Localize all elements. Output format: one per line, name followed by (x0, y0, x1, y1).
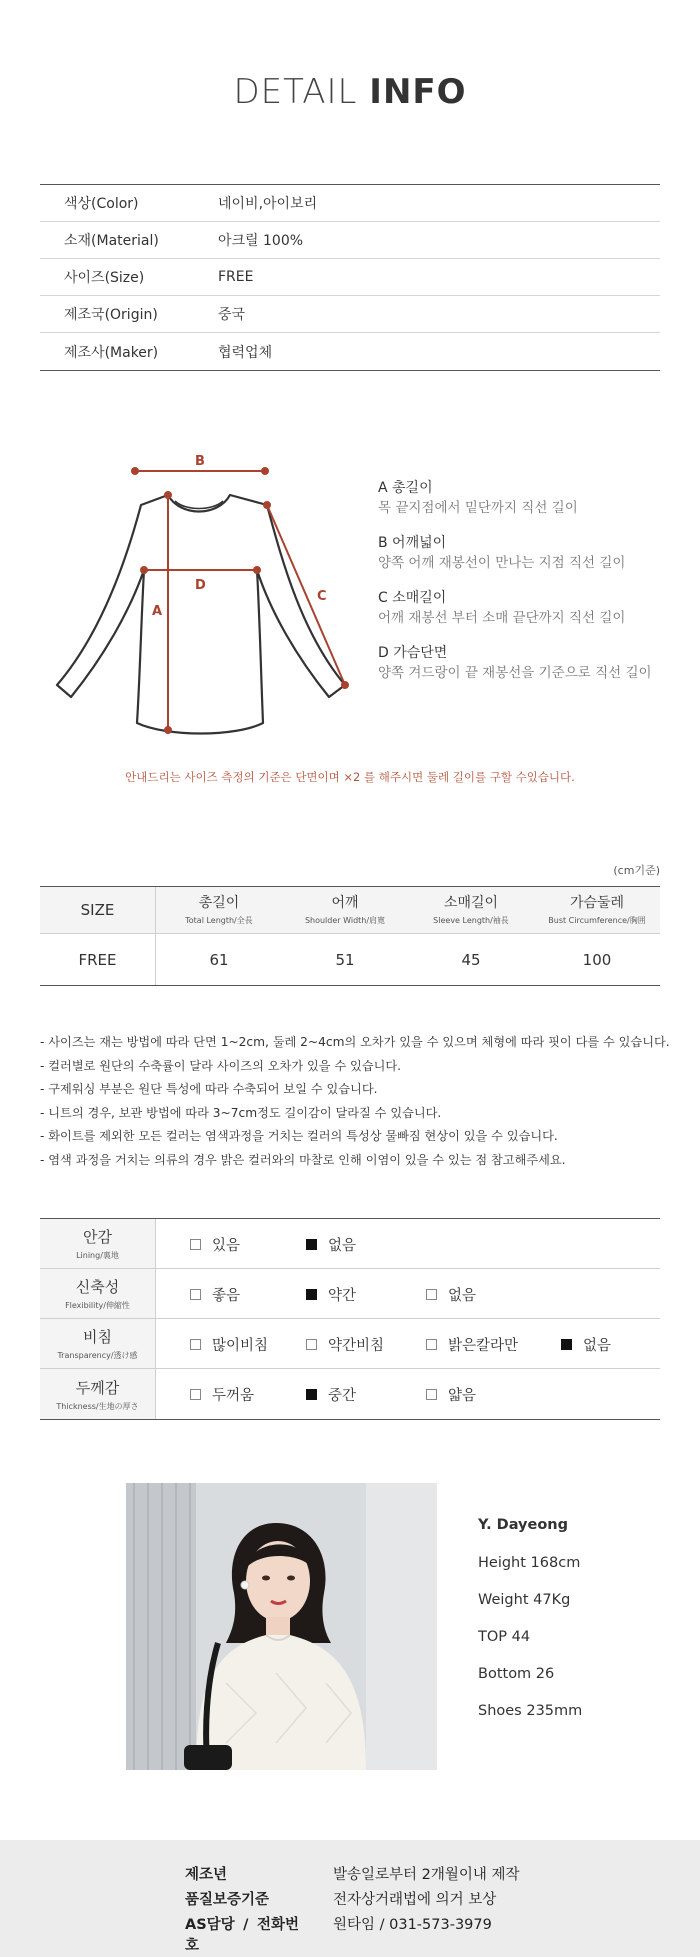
size-table-header: SIZE 총길이 Total Length/全長 어깨 Shoulder Width/肩寛 소매길이 Sleeve Length/袖長 가슴둘레 Bust Circumference/胸囲 (40, 887, 660, 934)
model-name: Y. Dayeong (478, 1517, 568, 1533)
checkbox-icon (190, 1389, 201, 1400)
option-flex-slight: 약간 (306, 1269, 356, 1319)
size-notes (40, 1031, 670, 1172)
footer-row-manufacture: 제조년 발송일로부터 2개월이내 제작 (185, 1867, 520, 1883)
model-height: Height 168cm (478, 1555, 581, 1571)
checkbox-checked-icon (306, 1289, 317, 1300)
checkbox-icon (190, 1339, 201, 1350)
header-total-length: 총길이 Total Length/全長 (185, 895, 253, 925)
table-row: FREE 61 51 45 100 (40, 934, 660, 985)
fabric-property-table (40, 1218, 660, 1420)
detail-info-title: DETAIL INFO (233, 72, 467, 112)
product-info-table (40, 184, 660, 371)
checkbox-icon (426, 1389, 437, 1400)
option-trans-much: 많이비침 (190, 1319, 268, 1369)
info-row-material: 소재(Material) 아크릴 100% (40, 222, 660, 259)
note-item: - 컬러별로 원단의 수축률이 달라 사이즈의 오차가 있을 수 있습니다. (40, 1058, 402, 1073)
option-flex-none: 없음 (426, 1269, 476, 1319)
checkbox-icon (426, 1339, 437, 1350)
size-table (40, 886, 660, 986)
measurement-legend (378, 478, 688, 698)
measure-item-d: D 가슴단면 양쪽 겨드랑이 끝 재봉선을 기준으로 직선 길이 (378, 645, 652, 681)
checkbox-icon (426, 1289, 437, 1300)
diagram-label-c: C (317, 589, 327, 604)
fabric-row-transparency: 비침 Transparency/透け感 많이비침 약간비침 밝은칼라만 없음 (40, 1319, 660, 1369)
option-trans-none: 없음 (561, 1319, 611, 1369)
option-lining-yes: 있음 (190, 1219, 240, 1269)
option-thick-thick: 두꺼움 (190, 1369, 254, 1419)
option-trans-slight: 약간비침 (306, 1319, 384, 1369)
footer-row-as-contact: AS담당 / 전화번호 원타임 / 031-573-3979 (185, 1917, 492, 1954)
checkbox-icon (306, 1339, 317, 1350)
note-item: - 니트의 경우, 보관 방법에 따라 3~7cm정도 길이감이 달라질 수 있습니다. (40, 1105, 442, 1120)
model-shoes: Shoes 235mm (478, 1703, 583, 1719)
note-item: - 사이즈는 재는 방법에 따라 단면 1~2cm, 둘레 2~4cm의 오차가 있을 수 있으며 체형에 따라 핏이 다를 수 있습니다. (40, 1035, 670, 1049)
model-bottom: Bottom 26 (478, 1666, 555, 1682)
measure-item-a: A 총길이 목 끝지점에서 밑단까지 직선 길이 (378, 480, 578, 516)
sweater-measurement-diagram (55, 445, 355, 745)
info-row-size: 사이즈(Size) FREE (40, 259, 660, 296)
sweater-outline (57, 495, 345, 734)
diagram-label-b: B (195, 454, 205, 469)
option-trans-bright: 밝은칼라만 (426, 1319, 518, 1369)
info-row-maker: 제조사(Maker) 협력업체 (64, 344, 273, 361)
option-thick-medium: 중간 (306, 1369, 356, 1419)
footer-info (0, 1840, 700, 1957)
size-measure-note: 안내드리는 사이즈 측정의 기준은 단면이며 ×2 를 해주시면 둘레 길이를 구할 수있습니다. (125, 770, 575, 784)
note-item: - 염색 과정을 거치는 의류의 경우 밝은 컬러와의 마찰로 인해 이염이 있을 수 있는 점 참고해주세요. (40, 1152, 566, 1167)
header-shoulder: 어깨 Shoulder Width/肩寛 (304, 895, 386, 925)
model-photo (126, 1483, 437, 1770)
fabric-row-flexibility: 신축성 Flexibility/伸縮性 좋음 약간 없음 (40, 1269, 660, 1319)
unit-label: (cm기준) (613, 864, 660, 877)
info-row-color: 색상(Color) 네이비,아이보리 (40, 185, 660, 222)
footer-row-warranty: 품질보증기준 전자상거래법에 의거 보상 (185, 1892, 497, 1908)
checkbox-checked-icon (561, 1339, 572, 1350)
note-item: - 화이트를 제외한 모든 컬러는 염색과정을 거치는 컬러의 특성상 물빠짐 현상이 있을 수 있습니다. (40, 1129, 558, 1143)
model-weight: Weight 47Kg (478, 1592, 571, 1608)
diagram-label-d: D (195, 578, 206, 593)
option-thick-thin: 얇음 (426, 1369, 476, 1419)
header-bust: 가슴둘레 Bust Circumference/胸囲 (548, 895, 646, 925)
info-row-origin: 제조국(Origin) 중국 (40, 296, 660, 333)
note-item: - 구제워싱 부분은 원단 특성에 따라 수축되어 보일 수 있습니다. (40, 1082, 378, 1096)
model-info (478, 1515, 582, 1738)
checkbox-icon (190, 1239, 201, 1250)
fabric-row-lining: 안감 Lining/裏地 있음 없음 (40, 1219, 660, 1269)
checkbox-checked-icon (306, 1389, 317, 1400)
measure-line-c (267, 505, 345, 685)
checkbox-icon (190, 1289, 201, 1300)
checkbox-checked-icon (306, 1239, 317, 1250)
measure-item-c: C 소매길이 어깨 재봉선 부터 소매 끝단까지 직선 길이 (378, 590, 626, 626)
diagram-label-a: A (152, 604, 163, 619)
model-top: TOP 44 (478, 1629, 531, 1645)
measure-item-b: B 어깨넓이 양쪽 어깨 재봉선이 만나는 지점 직선 길이 (378, 535, 626, 571)
option-flex-good: 좋음 (190, 1269, 240, 1319)
header-sleeve: 소매길이 Sleeve Length/袖長 (433, 895, 509, 925)
option-lining-no: 없음 (306, 1219, 356, 1269)
fabric-row-thickness: 두께감 Thickness/生地の厚さ 두꺼움 중간 얇음 (40, 1369, 660, 1419)
